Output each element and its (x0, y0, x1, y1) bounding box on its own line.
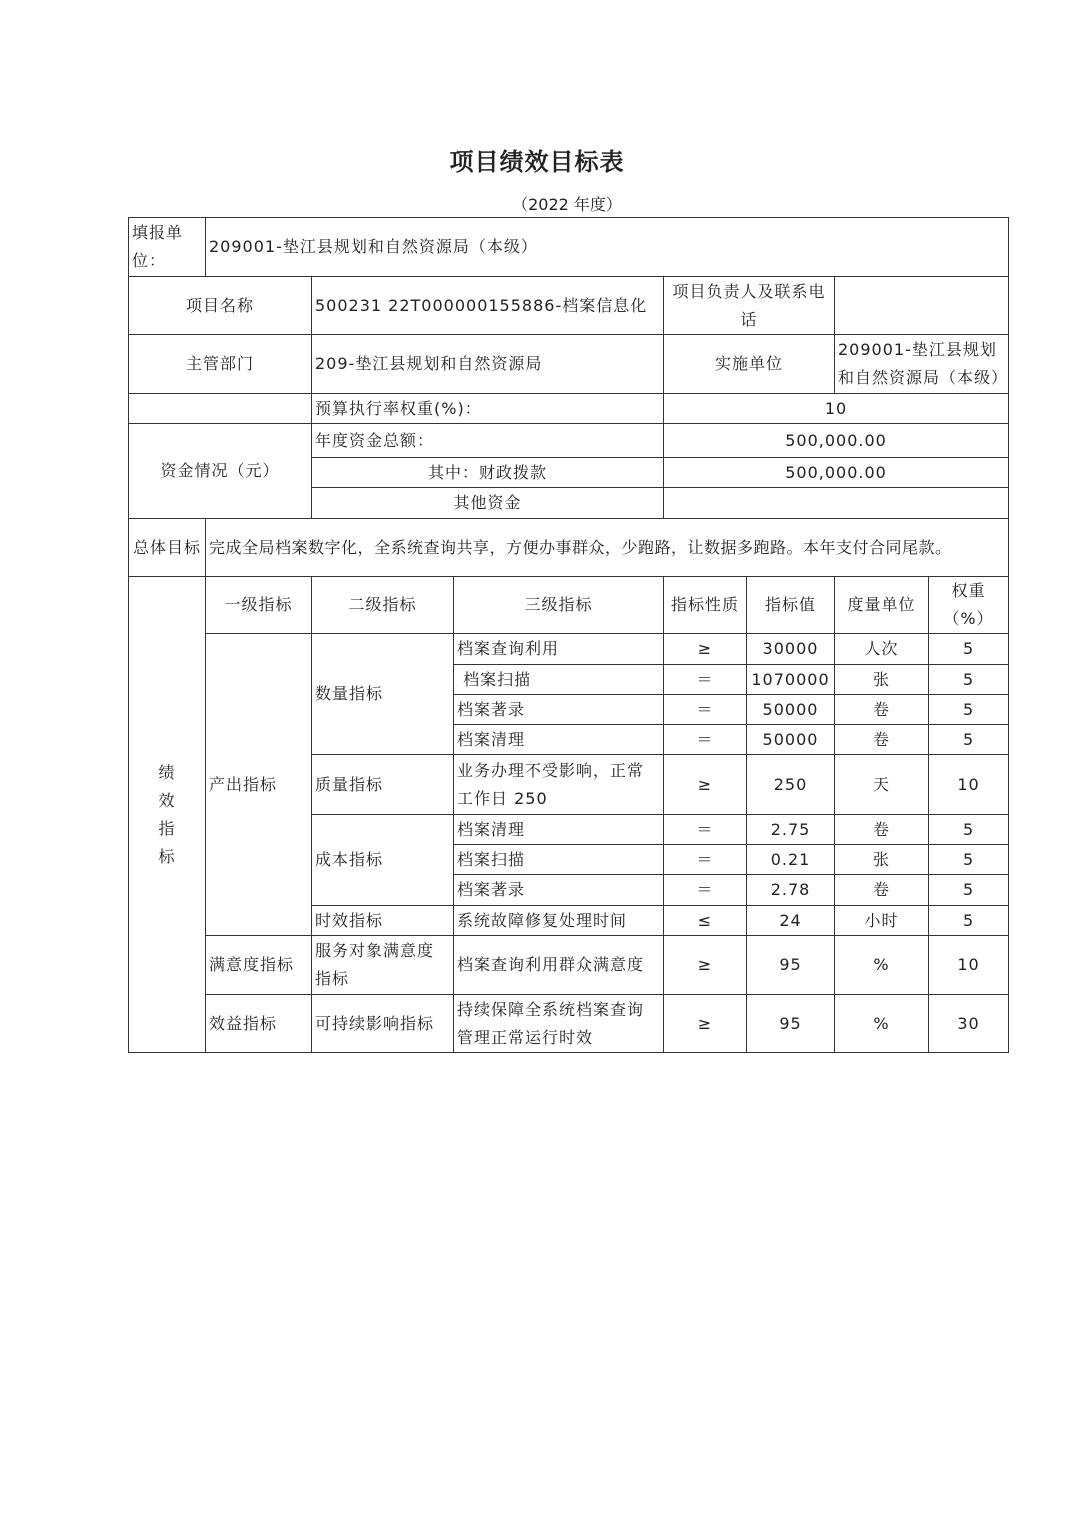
other-funds-label: 其他资金 (312, 488, 664, 519)
kpi-weight: 10 (929, 755, 1009, 815)
kpi-name: 业务办理不受影响，正常工作日 250 (454, 755, 664, 815)
kpi-unit: % (835, 936, 929, 995)
kpi-unit: 张 (835, 665, 929, 695)
kpi-value: 2.75 (747, 815, 835, 845)
performance-table (128, 217, 1009, 1053)
kpi-unit: % (835, 995, 929, 1053)
kpi-name: 档案查询利用 (454, 634, 664, 665)
kpi-name: 档案清理 (454, 725, 664, 755)
funds-label: 资金情况（元） (129, 424, 312, 519)
dept-value: 209-垫江县规划和自然资源局 (312, 335, 664, 394)
project-name-value: 500231 22T000000155886-档案信息化 (312, 277, 664, 335)
kpi-value: 2.78 (747, 875, 835, 906)
kpi-header-level1: 一级指标 (206, 577, 312, 634)
kpi-weight: 5 (929, 845, 1009, 875)
kpi-weight: 30 (929, 995, 1009, 1053)
kpi-unit: 天 (835, 755, 929, 815)
kpi-name: 档案查询利用群众满意度 (454, 936, 664, 995)
satisfaction-indicator-label: 满意度指标 (206, 936, 312, 995)
kpi-weight: 5 (929, 906, 1009, 936)
kpi-unit: 卷 (835, 815, 929, 845)
kpi-op: ≥ (664, 755, 747, 815)
kpi-op: ＝ (664, 845, 747, 875)
kpi-weight: 5 (929, 815, 1009, 845)
page-title: 项目绩效目标表 (449, 147, 625, 176)
kpi-op: ＝ (664, 695, 747, 725)
kpi-header-value: 指标值 (747, 577, 835, 634)
overall-goal-value: 完成全局档案数字化，全系统查询共享，方便办事群众，少跑路，让数据多跑路。本年支付合同尾款。 (206, 519, 1009, 577)
kpi-label: 绩效指标 (129, 577, 206, 1053)
kpi-unit: 人次 (835, 634, 929, 665)
kpi-name: 档案著录 (454, 875, 664, 906)
project-name-label: 项目名称 (129, 277, 312, 335)
output-indicator-label: 产出指标 (206, 634, 312, 936)
kpi-name: 档案扫描 (454, 665, 664, 695)
contact-label: 项目负责人及联系电话 (664, 277, 835, 335)
overall-goal-label: 总体目标 (129, 519, 206, 577)
impl-unit-value: 209001-垫江县规划和自然资源局（本级） (835, 335, 1009, 394)
kpi-op: ＝ (664, 875, 747, 906)
service-satisfaction-label: 服务对象满意度指标 (312, 936, 454, 995)
other-funds-value (664, 488, 1009, 519)
fiscal-label: 其中：财政拨款 (312, 458, 664, 488)
benefit-indicator-label: 效益指标 (206, 995, 312, 1053)
kpi-value: 250 (747, 755, 835, 815)
kpi-unit: 卷 (835, 725, 929, 755)
kpi-unit: 卷 (835, 695, 929, 725)
kpi-value: 50000 (747, 725, 835, 755)
kpi-unit: 卷 (835, 875, 929, 906)
kpi-name: 系统故障修复处理时间 (454, 906, 664, 936)
kpi-header-nature: 指标性质 (664, 577, 747, 634)
page-subtitle: （2022 年度） (512, 195, 622, 214)
kpi-op: ＝ (664, 725, 747, 755)
annual-total-label: 年度资金总额： (312, 424, 664, 458)
kpi-name: 档案清理 (454, 815, 664, 845)
kpi-header-weight: 权重（%） (929, 577, 1009, 634)
cost-indicator-label: 成本指标 (312, 815, 454, 906)
dept-label: 主管部门 (129, 335, 312, 394)
kpi-op: ＝ (664, 665, 747, 695)
kpi-value: 0.21 (747, 845, 835, 875)
kpi-unit: 小时 (835, 906, 929, 936)
budget-blank (129, 394, 312, 424)
kpi-name: 档案著录 (454, 695, 664, 725)
budget-rate-value: 10 (664, 394, 1009, 424)
kpi-op: ≤ (664, 906, 747, 936)
kpi-weight: 5 (929, 695, 1009, 725)
kpi-weight: 10 (929, 936, 1009, 995)
impl-unit-label: 实施单位 (664, 335, 835, 394)
budget-rate-label: 预算执行率权重(%)： (312, 394, 664, 424)
kpi-weight: 5 (929, 725, 1009, 755)
kpi-value: 1070000 (747, 665, 835, 695)
annual-total-value: 500,000.00 (664, 424, 1009, 458)
kpi-value: 95 (747, 936, 835, 995)
fiscal-value: 500,000.00 (664, 458, 1009, 488)
kpi-value: 24 (747, 906, 835, 936)
kpi-unit: 张 (835, 845, 929, 875)
kpi-header-unit: 度量单位 (835, 577, 929, 634)
filling-unit-label: 填报单位： (129, 218, 206, 277)
kpi-weight: 5 (929, 634, 1009, 665)
kpi-header-level2: 二级指标 (312, 577, 454, 634)
kpi-value: 50000 (747, 695, 835, 725)
quality-indicator-label: 质量指标 (312, 755, 454, 815)
quantity-indicator-label: 数量指标 (312, 634, 454, 755)
kpi-op: ≥ (664, 936, 747, 995)
sustain-indicator-label: 可持续影响指标 (312, 995, 454, 1053)
kpi-op: ≥ (664, 634, 747, 665)
kpi-weight: 5 (929, 665, 1009, 695)
kpi-op: ＝ (664, 815, 747, 845)
timeliness-indicator-label: 时效指标 (312, 906, 454, 936)
kpi-value: 30000 (747, 634, 835, 665)
kpi-name: 持续保障全系统档案查询管理正常运行时效 (454, 995, 664, 1053)
kpi-op: ≥ (664, 995, 747, 1053)
kpi-header-level3: 三级指标 (454, 577, 664, 634)
kpi-name: 档案扫描 (454, 845, 664, 875)
filling-unit-value: 209001-垫江县规划和自然资源局（本级） (206, 218, 1009, 277)
contact-value (835, 277, 1009, 335)
kpi-value: 95 (747, 995, 835, 1053)
kpi-weight: 5 (929, 875, 1009, 906)
